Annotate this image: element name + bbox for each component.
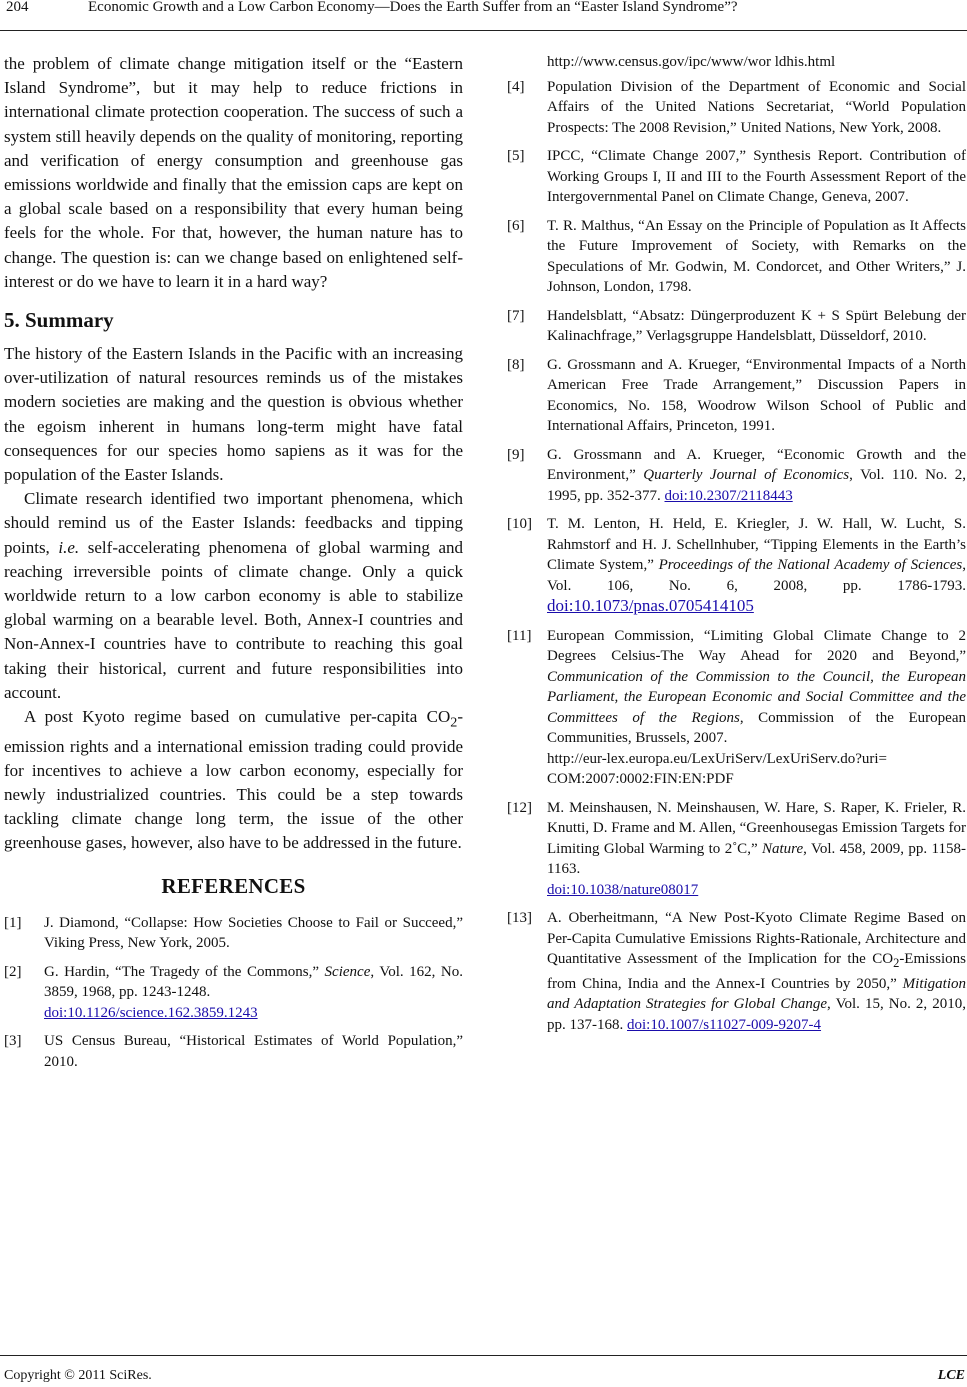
reference-item: [7] Handelsblatt, “Absatz: Düngerproduzent K + S Spürt Belebung der Kalinachfrage,” Verlagsgruppe Handelsblatt, Düsseldorf, 2010.	[507, 307, 966, 344]
reference-item: [6] T. R. Malthus, “An Essay on the Principle of Population as It Affects the Future Improvement of Society, with Remarks on the Speculations of Mr. Godwin, M. Condorcet, and Other Writers,” J. Johnson, London, 1798.	[507, 217, 966, 295]
reference-url-continuation	[507, 52, 966, 73]
doi-link[interactable]: doi:10.1007/s11027-009-9207-4	[627, 1016, 822, 1033]
running-title: Economic Growth and a Low Carbon Economy—Does the Earth Suffer from an “Easter Island Syndrome”?	[88, 0, 738, 15]
doi-link[interactable]: doi:10.2307/2118443	[664, 487, 793, 504]
doi-link[interactable]: doi:10.1073/pnas.0705414105	[547, 596, 754, 615]
reference-item: [1] J. Diamond, “Collapse: How Societies Choose to Fail or Succeed,” Viking Press, New York, 2005.	[4, 914, 463, 952]
summary-heading: 5. Summary	[4, 308, 114, 333]
summary-paragraph-3: A post Kyoto regime based on cumulative per-capita $CO_2$-emission rights and a international emission trading could provide for incentives to achieve a low carbon economy, especially for newly industrialized countries. This could be a step towards tackling climate change long term, the issue of the other greenhouse gases, however, also have to be addressed in the future.	[4, 707, 463, 853]
doi-link[interactable]: doi:10.1126/science.162.3859.1243	[44, 1004, 258, 1021]
references-heading: REFERENCES	[161, 873, 306, 898]
summary-paragraph-1: The history of the Eastern Islands in the Pacific with an increasing over-utilization of natural resources reminds us of the mistakes modern societies are making and the question is obvious whether the egoism inherent in humans long-term might have fatal consequences for our species homo sapiens as it was for the population of the Easter Islands.	[4, 344, 463, 485]
reference-item: [5] IPCC, “Climate Change 2007,” Synthesis Report. Contribution of Working Groups I, II and III to the Fourth Assessment Report of the Intergovernmental Panel on Climate Change, Geneva, 2007.	[507, 148, 966, 205]
reference-item: [12] M. Meinshausen, N. Meinshausen, W. Hare, S. Raper, K. Frieler, R. Knutti, D. Frame and M. Allen, “Greenhousegas Emission Targets for Limiting Global Warming to 2˚C,” Nature, Vol. 458, 2009, pp. 1158-1163. doi:10.1038/nature08017	[507, 799, 966, 898]
reference-item: [13] A. Oberheitmann, “A New Post-Kyoto Climate Regime Based on Per-Capita Cumulative Emissions Rights-Rationale, Architecture and Quantitative Assessment of the Implication for the $CO_2$-Emissions from China, India and the Annex-I Countries by 2050,” Mitigation and Adaptation Strategies for Global Change, Vol. 15, No. 2, 2010, pp. 137-168. doi:10.1007/s11027-009-9207-4	[507, 910, 966, 1033]
reference-item: [8] G. Grossmann and A. Krueger, “Environmental Impacts of a North American Free Trade Arrangement,” Discussion Papers in Economics, No. 158, Woodrow Wilson School of Public and International Affairs, Princeton, 1991.	[507, 356, 966, 434]
reference-item: [9] G. Grossmann and A. Krueger, “Economic Growth and the Environment,” Quarterly Journal of Economics, Vol. 110. No. 2, 1995, pp. 352-377. doi:10.2307/2118443	[507, 446, 966, 504]
reference-item: [4] Population Division of the Department of Economic and Social Affairs of the United Nations Secretariat, “World Population Prospects: The 2008 Revision,” United Nations, New York, 2008.	[507, 78, 966, 136]
reference-item: [10] T. M. Lenton, H. Held, E. Kriegler, J. W. Hall, W. Lucht, S. Rahmstorf and H. J. Schellnhuber, “Tipping Elements in the Earth’s Climate System,” Proceedings of the National Academy of Sciences, Vol. 106, No. 6, 2008, pp. 1786-1793. doi:10.1073/pnas.0705414105	[507, 516, 966, 615]
census-url[interactable]: http://www.census.gov/ipc/www/wor ldhis.html	[547, 54, 836, 70]
page-header	[0, 0, 967, 31]
reference-item: [11] European Commission, “Limiting Global Climate Change to 2 Degrees Celsius-The Way Ahead for 2020 and Beyond,” Communication of the Commission to the Council, the European Parliament, the European Economic and Social Committee and the Committees of the Regions, Commission of the European Communities, Brussels, 2007. http://eur-lex.europa.eu/LexUriServ/LexUriServ.do?uri= COM:2007:0002:FIN:EN:PDF	[507, 626, 966, 790]
copyright-notice: Copyright © 2011 SciRes.	[4, 1368, 152, 1383]
eur-lex-url[interactable]: http://eur-lex.europa.eu/LexUriServ/LexUriServ.do?uri= COM:2007:0002:FIN:EN:PDF	[547, 750, 887, 787]
page-footer	[0, 1355, 967, 1383]
reference-item: [2] G. Hardin, “The Tragedy of the Commons,” Science, Vol. 162, No. 3859, 1968, pp. 1243-1248. doi:10.1126/science.162.3859.1243	[4, 963, 463, 1021]
page-number: 204	[6, 0, 29, 15]
doi-link[interactable]: doi:10.1038/nature08017	[547, 881, 699, 898]
summary-paragraph-2: Climate research identified two important phenomena, which should remind us of the Easter Islands: feedbacks and tipping points, i.e. self-accelerating phenomena of global warming and reaching irreversible points of climate change. Only a quick worldwide return to a low carbon economy is able to stabilize global warming on a bearable level. Both, Annex-I countries and Non-Annex-I countries have to contribute to reaching this goal taking their historical, current and future responsibilities into account.	[4, 489, 464, 702]
reference-item: [3] US Census Bureau, “Historical Estimates of World Population,” 2010.	[4, 1033, 463, 1070]
right-column	[507, 52, 966, 1043]
left-column	[4, 52, 463, 1080]
journal-abbreviation: LCE	[937, 1368, 965, 1383]
intro-paragraph: the problem of climate change mitigation itself or the “Eastern Island Syndrome”, but it may help to reduce frictions in international climate protection cooperation. The success of such a system still heavily depends on the quality of monitoring, reporting and verification of energy consumption and greenhouse gas emissions worldwide and finally that the emission caps are kept on a global scale based on a responsibility that every human being feels for the whole. For that, however, the human nature has to change. The question is: can we change based on enlightened self-interest or do we have to learn it in a hard way?	[4, 54, 463, 291]
